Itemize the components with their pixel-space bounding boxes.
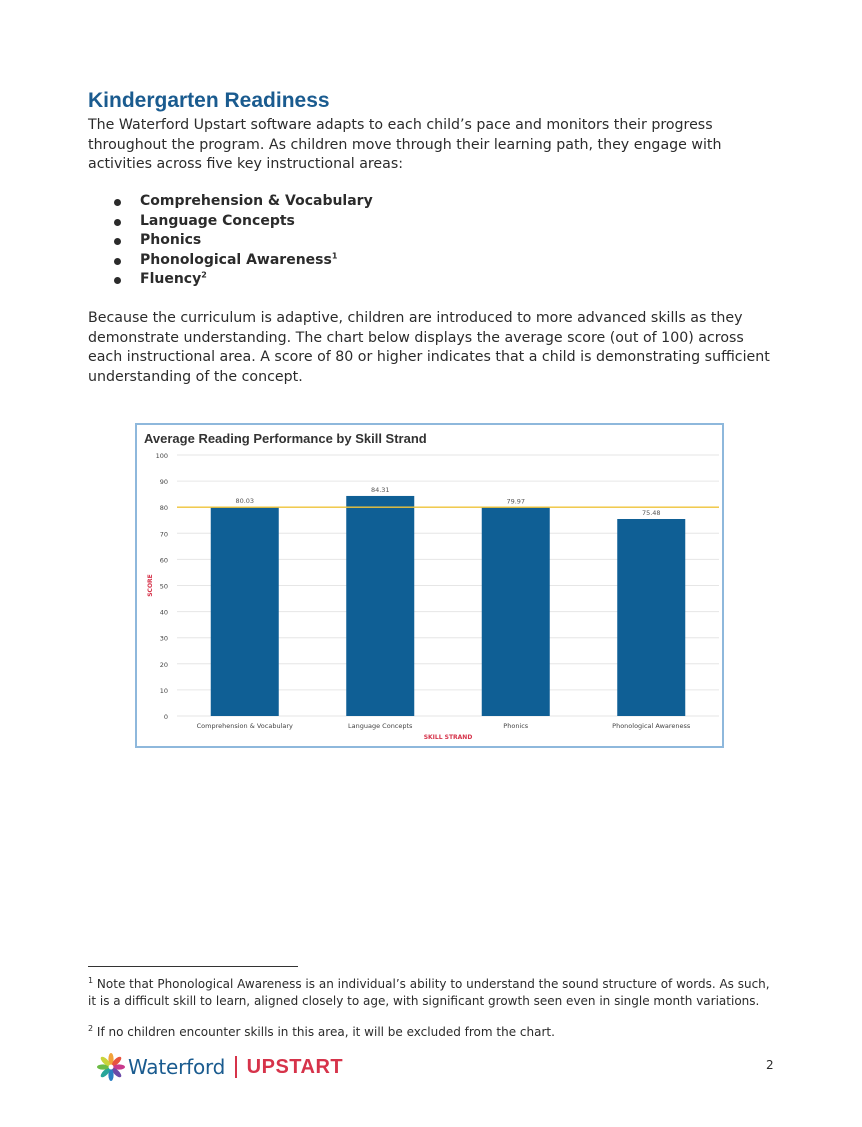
footnote-2 — [88, 1024, 778, 1041]
bar — [617, 519, 685, 716]
logo-wordmark: Waterford — [128, 1055, 226, 1079]
page-number: 2 — [766, 1058, 774, 1072]
footnote-text: If no children encounter skills in this area, it will be excluded from the chart. — [96, 1025, 555, 1039]
waterford-upstart-logo — [96, 1052, 343, 1082]
data-label: 84.31 — [370, 485, 390, 494]
y-tick-label: 40 — [159, 608, 168, 617]
section-title: Kindergarten Readiness — [88, 89, 330, 112]
intro-paragraph: The Waterford Upstart software adapts to each child’s pace and monitors their progress throughout the program. As children move through their learning path, they engage with activities across five key instructional areas: — [88, 117, 722, 172]
y-axis-label: SCORE — [147, 574, 154, 597]
chart-title: Average Reading Performance by Skill Strand — [144, 431, 427, 446]
x-tick-label: Language Concepts — [348, 722, 413, 730]
footnote-1 — [88, 976, 778, 1010]
footnote-text: Note that Phonological Awareness is an individual’s ability to understand the sound structure of words. As such, it is a difficult skill to learn, aligned closely to age, with significant growth seen even in single month variations. — [88, 977, 770, 1008]
y-tick-label: 70 — [159, 530, 168, 539]
y-tick-label: 60 — [159, 556, 168, 565]
data-label: 80.03 — [235, 497, 255, 506]
footnote-ref[interactable]: 2 — [201, 270, 207, 280]
y-tick-label: 0 — [163, 713, 168, 721]
list-item-label: Fluency — [140, 271, 202, 287]
bar-chart — [137, 425, 722, 746]
list-item-label: Phonological Awareness — [140, 251, 332, 268]
body-paragraph: Because the curriculum is adaptive, children are introduced to more advanced skills as they demonstrate understanding. The chart below displays the average score (out of 100) across each instructional area. A score of 80 or higher indicates that a child is demonstrating sufficient understanding of the concept. — [88, 310, 770, 385]
list-item — [113, 270, 373, 290]
x-tick-label: Phonological Awareness — [612, 722, 691, 730]
list-item — [113, 251, 373, 271]
logo-divider — [235, 1056, 237, 1078]
logo-brand: UPSTART — [246, 1055, 344, 1078]
footnote-divider — [88, 966, 298, 967]
bar — [346, 496, 414, 716]
footnote-ref[interactable]: 1 — [331, 250, 338, 260]
data-label: 75.48 — [641, 508, 661, 517]
x-axis-label: SKILL STRAND — [423, 734, 473, 741]
instructional-areas-list — [113, 192, 373, 290]
list-item-label: Comprehension & Vocabulary — [140, 193, 373, 209]
chart-container — [135, 423, 724, 748]
y-tick-label: 100 — [155, 452, 168, 460]
list-item-label: Language Concepts — [140, 212, 295, 229]
bar — [482, 507, 550, 716]
bar — [211, 507, 279, 716]
footnote-number: 1 — [88, 976, 94, 985]
data-label: 79.97 — [506, 497, 526, 506]
y-tick-label: 20 — [159, 660, 168, 669]
list-item-label: Phonics — [140, 232, 202, 248]
y-tick-label: 90 — [159, 478, 168, 487]
flower-logo-icon — [96, 1052, 126, 1082]
list-item — [113, 212, 373, 232]
y-tick-label: 30 — [159, 634, 168, 643]
list-item — [113, 192, 373, 212]
footnote-number: 2 — [88, 1024, 94, 1033]
y-tick-label: 10 — [159, 686, 168, 695]
list-item — [113, 231, 373, 251]
x-tick-label: Phonics — [503, 722, 529, 730]
y-tick-label: 80 — [159, 504, 168, 513]
y-tick-label: 50 — [159, 582, 168, 591]
x-tick-label: Comprehension & Vocabulary — [196, 722, 293, 730]
